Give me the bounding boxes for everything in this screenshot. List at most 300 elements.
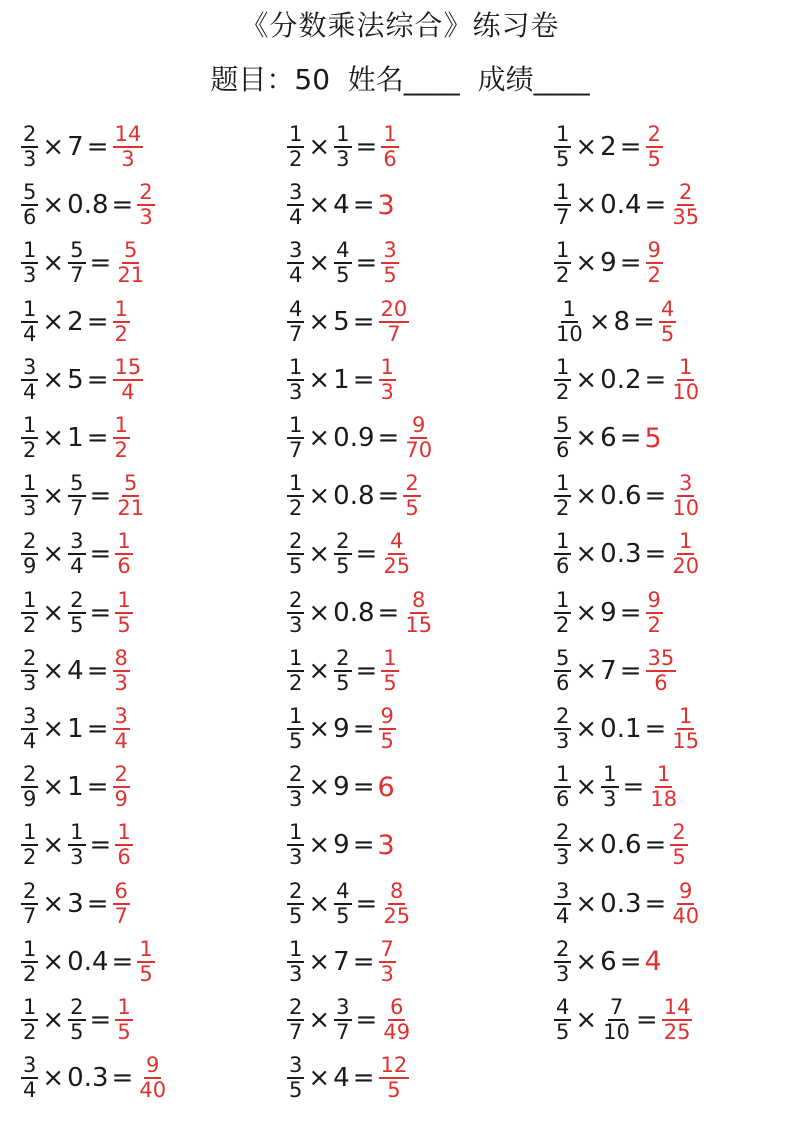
problem-row xyxy=(553,642,702,700)
answer xyxy=(112,354,145,404)
answer-numerator: 14 xyxy=(114,122,142,147)
second-operand-fraction xyxy=(68,994,85,1044)
answer-denominator: 15 xyxy=(405,612,433,637)
answer-fraction xyxy=(113,124,144,170)
first-operand-denominator: 3 xyxy=(556,961,570,986)
times-sign: × xyxy=(308,248,331,279)
answer-numerator: 6 xyxy=(390,994,404,1019)
first-operand-denominator: 3 xyxy=(289,787,303,812)
first-operand-denominator: 2 xyxy=(23,438,37,463)
first-operand-numerator: 2 xyxy=(23,529,37,554)
answer-numerator: 1 xyxy=(380,354,394,379)
first-operand-denominator: 2 xyxy=(556,263,570,288)
second-operand-numerator: 1 xyxy=(70,820,84,845)
answer-numerator: 4 xyxy=(390,529,404,554)
second-operand-denominator: 10 xyxy=(603,1019,630,1044)
equals-sign: = xyxy=(86,888,109,919)
answer-fraction xyxy=(115,587,132,637)
equals-sign: = xyxy=(355,539,378,570)
answer-numerator: 1 xyxy=(117,529,131,554)
first-operand-fraction xyxy=(287,703,304,753)
first-operand-fraction xyxy=(21,822,38,868)
problem-row xyxy=(553,758,702,816)
first-operand-fraction xyxy=(554,764,571,810)
times-sign: × xyxy=(42,713,65,744)
equals-sign: = xyxy=(352,364,375,395)
answer-numerator: 12 xyxy=(380,1053,408,1078)
first-operand-numerator: 3 xyxy=(23,1053,37,1078)
second-operand-number: 4 xyxy=(333,190,350,221)
problem-row xyxy=(553,991,702,1049)
answer-denominator: 5 xyxy=(672,845,686,870)
equals-sign: = xyxy=(89,539,112,570)
first-operand-denominator: 2 xyxy=(556,496,570,521)
problem-row xyxy=(286,816,435,874)
problem-row xyxy=(20,234,169,292)
second-operand-number: 8 xyxy=(613,306,631,337)
times-sign: × xyxy=(575,481,598,512)
first-operand-denominator: 4 xyxy=(23,728,37,753)
equals-sign: = xyxy=(619,423,642,454)
answer xyxy=(669,703,702,753)
answer-denominator: 5 xyxy=(405,496,419,521)
equals-sign: = xyxy=(86,364,109,395)
second-operand-numerator: 3 xyxy=(336,994,350,1019)
answer-numerator: 8 xyxy=(114,645,128,670)
problem-row xyxy=(20,758,169,816)
first-operand-fraction xyxy=(554,645,571,695)
times-sign: × xyxy=(308,772,331,803)
answer-denominator: 3 xyxy=(121,147,135,172)
answer-fraction xyxy=(115,994,132,1044)
first-operand-numerator: 2 xyxy=(556,936,570,961)
times-sign: × xyxy=(308,946,331,977)
answer-fraction xyxy=(403,415,434,461)
first-operand-denominator: 2 xyxy=(289,670,303,695)
first-operand-numerator: 1 xyxy=(23,936,37,961)
answer xyxy=(112,878,131,928)
first-operand-denominator: 7 xyxy=(23,903,37,928)
first-operand-fraction xyxy=(21,296,38,346)
answer-fraction xyxy=(113,878,130,928)
first-operand-denominator: 3 xyxy=(289,379,303,404)
answer xyxy=(378,703,397,753)
equals-sign: = xyxy=(633,306,655,337)
equals-sign: = xyxy=(622,772,645,803)
second-operand-denominator: 4 xyxy=(70,554,84,579)
answer xyxy=(112,415,131,461)
equals-sign: = xyxy=(352,1063,375,1094)
answer xyxy=(112,124,145,170)
problem-row xyxy=(20,933,169,991)
equals-sign: = xyxy=(352,713,375,744)
first-operand-numerator: 4 xyxy=(556,994,570,1019)
second-operand-number: 0.3 xyxy=(600,888,642,919)
second-operand-fraction xyxy=(601,764,618,810)
answer xyxy=(645,946,662,977)
second-operand-fraction xyxy=(68,822,85,868)
answer-fraction xyxy=(379,296,410,346)
first-operand-fraction xyxy=(287,994,304,1044)
second-operand-number: 7 xyxy=(67,132,84,163)
answer-numerator: 1 xyxy=(383,122,397,147)
times-sign: × xyxy=(42,597,65,628)
first-operand-fraction xyxy=(21,878,38,928)
times-sign: × xyxy=(42,248,65,279)
first-operand-denominator: 4 xyxy=(23,1078,37,1103)
problem-row xyxy=(553,409,702,467)
second-operand-number: 0.8 xyxy=(333,597,375,628)
second-operand-denominator: 5 xyxy=(70,1019,84,1044)
first-operand-fraction xyxy=(554,473,571,519)
second-operand-denominator: 5 xyxy=(336,903,350,928)
answer-numerator: 14 xyxy=(663,994,691,1019)
equals-sign: = xyxy=(86,655,109,686)
second-operand-denominator: 3 xyxy=(336,147,350,172)
first-operand-denominator: 3 xyxy=(556,728,570,753)
answer-fraction xyxy=(137,936,154,986)
answer-denominator: 2 xyxy=(114,321,128,346)
answer xyxy=(380,240,399,286)
answer-numerator: 1 xyxy=(383,645,397,670)
times-sign: × xyxy=(42,888,65,919)
second-operand-numerator: 4 xyxy=(336,878,350,903)
problem-row xyxy=(20,525,169,583)
first-operand-denominator: 2 xyxy=(289,147,303,172)
first-operand-numerator: 2 xyxy=(556,703,570,728)
first-operand-fraction xyxy=(287,296,304,346)
answer-numerator: 2 xyxy=(114,762,128,787)
times-sign: × xyxy=(42,539,65,570)
second-operand-numerator: 5 xyxy=(70,471,84,496)
first-operand-denominator: 3 xyxy=(23,496,37,521)
first-operand-denominator: 6 xyxy=(556,670,570,695)
answer-fraction xyxy=(670,703,701,753)
answer-denominator: 18 xyxy=(650,787,678,812)
answer-fraction xyxy=(381,240,398,286)
second-operand-number: 0.1 xyxy=(600,713,642,744)
first-operand-denominator: 7 xyxy=(289,438,303,463)
answer-fraction xyxy=(662,994,693,1044)
answer xyxy=(136,936,155,986)
equals-sign: = xyxy=(644,713,667,744)
first-operand-fraction xyxy=(287,645,304,695)
equals-sign: = xyxy=(86,772,109,803)
second-operand-numerator: 2 xyxy=(336,529,350,554)
first-operand-fraction xyxy=(554,296,585,346)
first-operand-numerator: 1 xyxy=(556,180,570,205)
answer xyxy=(114,994,133,1044)
problem-row xyxy=(20,700,169,758)
problem-column-3 xyxy=(553,118,702,1049)
times-sign: × xyxy=(575,364,598,395)
answer-fraction xyxy=(381,994,412,1044)
second-operand-number: 9 xyxy=(333,830,350,861)
times-sign: × xyxy=(308,132,331,163)
answer xyxy=(136,182,155,228)
answer-fraction xyxy=(646,240,663,286)
times-sign: × xyxy=(308,1004,331,1035)
second-operand-fraction xyxy=(334,994,351,1044)
answer-fraction xyxy=(115,531,132,577)
answer-denominator: 21 xyxy=(117,263,145,288)
problem-row xyxy=(553,467,702,525)
first-operand-denominator: 6 xyxy=(556,787,570,812)
first-operand-fraction xyxy=(21,473,38,519)
times-sign: × xyxy=(42,655,65,686)
answer-fraction xyxy=(137,182,154,228)
first-operand-numerator: 1 xyxy=(289,820,303,845)
answer xyxy=(658,296,677,346)
times-sign: × xyxy=(308,190,331,221)
answer xyxy=(112,296,131,346)
times-sign: × xyxy=(575,772,598,803)
first-operand-numerator: 1 xyxy=(23,238,37,263)
first-operand-fraction xyxy=(21,1055,38,1101)
first-operand-denominator: 3 xyxy=(23,263,37,288)
answer xyxy=(645,587,664,637)
second-operand-number: 3 xyxy=(67,888,84,919)
times-sign: × xyxy=(42,1004,65,1035)
first-operand-denominator: 2 xyxy=(23,961,37,986)
answer xyxy=(114,531,133,577)
times-sign: × xyxy=(308,539,331,570)
first-operand-denominator: 2 xyxy=(23,1019,37,1044)
first-operand-denominator: 7 xyxy=(556,205,570,230)
answer-denominator: 7 xyxy=(387,321,401,346)
first-operand-numerator: 2 xyxy=(23,122,37,147)
first-operand-denominator: 9 xyxy=(23,787,37,812)
equals-sign: = xyxy=(352,306,375,337)
answer-fraction xyxy=(115,473,146,519)
answer-numerator: 2 xyxy=(679,180,693,205)
second-operand-numerator: 2 xyxy=(70,587,84,612)
first-operand-numerator: 5 xyxy=(556,413,570,438)
problem-row xyxy=(20,409,169,467)
first-operand-fraction xyxy=(287,124,304,170)
first-operand-numerator: 2 xyxy=(289,994,303,1019)
problem-row xyxy=(286,525,435,583)
first-operand-fraction xyxy=(554,240,571,286)
second-operand-numerator: 4 xyxy=(336,238,350,263)
problem-row xyxy=(553,293,702,351)
problem-row xyxy=(20,351,169,409)
times-sign: × xyxy=(308,481,331,512)
first-operand-numerator: 1 xyxy=(289,471,303,496)
first-operand-fraction xyxy=(554,124,571,170)
first-operand-denominator: 5 xyxy=(556,1019,570,1044)
answer-numerator: 4 xyxy=(660,296,675,321)
equals-sign: = xyxy=(644,364,667,395)
first-operand-fraction xyxy=(554,703,571,753)
first-operand-numerator: 1 xyxy=(556,471,570,496)
times-sign: × xyxy=(42,830,65,861)
answer-number: 5 xyxy=(644,422,662,454)
first-operand-denominator: 6 xyxy=(23,205,37,230)
first-operand-numerator: 2 xyxy=(289,587,303,612)
answer xyxy=(380,994,413,1044)
first-operand-denominator: 10 xyxy=(556,321,583,346)
equals-sign: = xyxy=(89,481,112,512)
equals-sign: = xyxy=(644,888,667,919)
answer xyxy=(378,772,395,803)
second-operand-number: 9 xyxy=(600,248,617,279)
first-operand-numerator: 1 xyxy=(556,762,570,787)
equals-sign: = xyxy=(619,597,642,628)
answer xyxy=(112,703,131,753)
first-operand-denominator: 5 xyxy=(289,903,303,928)
answer-numerator: 3 xyxy=(679,471,693,496)
second-operand-fraction xyxy=(334,531,351,577)
answer-denominator: 3 xyxy=(114,670,128,695)
second-operand-number: 1 xyxy=(67,713,84,744)
problem-row xyxy=(20,293,169,351)
times-sign: × xyxy=(575,423,598,454)
times-sign: × xyxy=(308,1063,331,1094)
equals-sign: = xyxy=(644,481,667,512)
equals-sign: = xyxy=(86,132,109,163)
first-operand-fraction xyxy=(287,822,304,868)
answer-numerator: 1 xyxy=(117,820,131,845)
answer-fraction xyxy=(403,473,420,519)
answer-denominator: 25 xyxy=(383,554,411,579)
second-operand-denominator: 5 xyxy=(70,612,84,637)
equals-sign: = xyxy=(644,539,667,570)
equals-sign: = xyxy=(619,132,642,163)
first-operand-denominator: 3 xyxy=(289,612,303,637)
first-operand-fraction xyxy=(21,354,38,404)
equals-sign: = xyxy=(86,306,109,337)
answer-numerator: 2 xyxy=(672,820,686,845)
second-operand-numerator: 1 xyxy=(603,762,617,787)
second-operand-number: 0.9 xyxy=(333,423,375,454)
answer-numerator: 2 xyxy=(405,471,419,496)
problem-row xyxy=(20,874,169,932)
first-operand-fraction xyxy=(554,936,571,986)
answer-numerator: 9 xyxy=(647,587,661,612)
equals-sign: = xyxy=(644,190,667,221)
equals-sign: = xyxy=(352,946,375,977)
answer xyxy=(647,764,680,810)
answer-numerator: 7 xyxy=(380,936,394,961)
times-sign: × xyxy=(42,364,65,395)
first-operand-numerator: 5 xyxy=(556,645,570,670)
second-operand-denominator: 3 xyxy=(603,787,617,812)
equals-sign: = xyxy=(377,597,400,628)
first-operand-denominator: 2 xyxy=(23,845,37,870)
second-operand-fraction xyxy=(68,240,85,286)
second-operand-number: 7 xyxy=(600,655,617,686)
first-operand-numerator: 1 xyxy=(23,820,37,845)
first-operand-numerator: 1 xyxy=(23,587,37,612)
answer-fraction xyxy=(381,531,412,577)
first-operand-numerator: 1 xyxy=(23,471,37,496)
answer-denominator: 5 xyxy=(117,612,131,637)
second-operand-denominator: 5 xyxy=(336,263,350,288)
second-operand-denominator: 5 xyxy=(336,554,350,579)
times-sign: × xyxy=(575,539,598,570)
equals-sign: = xyxy=(89,248,112,279)
first-operand-denominator: 2 xyxy=(556,612,570,637)
answer-numerator: 8 xyxy=(412,587,426,612)
answer-fraction xyxy=(381,124,398,170)
answer xyxy=(669,354,702,404)
first-operand-denominator: 3 xyxy=(23,147,37,172)
first-operand-denominator: 3 xyxy=(23,670,37,695)
first-operand-numerator: 1 xyxy=(556,529,570,554)
first-operand-numerator: 3 xyxy=(289,180,303,205)
answer-denominator: 70 xyxy=(405,438,433,463)
times-sign: × xyxy=(42,772,65,803)
times-sign: × xyxy=(575,248,598,279)
equals-sign: = xyxy=(86,423,109,454)
second-operand-number: 9 xyxy=(600,597,617,628)
answer-number: 3 xyxy=(377,829,395,861)
answer xyxy=(402,415,435,461)
answer-fraction xyxy=(670,878,701,928)
first-operand-fraction xyxy=(287,531,304,577)
second-operand-number: 9 xyxy=(333,713,350,744)
answer-fraction xyxy=(670,354,701,404)
answer-fraction xyxy=(381,645,398,695)
answer-numerator: 1 xyxy=(679,529,693,554)
answer xyxy=(645,240,664,286)
answer-numerator: 1 xyxy=(679,354,693,379)
second-operand-numerator: 2 xyxy=(336,645,350,670)
first-operand-fraction xyxy=(554,182,571,228)
answer xyxy=(380,531,413,577)
first-operand-numerator: 1 xyxy=(289,936,303,961)
first-operand-numerator: 3 xyxy=(23,703,37,728)
times-sign: × xyxy=(42,423,65,454)
times-sign: × xyxy=(42,946,65,977)
answer-denominator: 5 xyxy=(660,321,675,346)
answer-fraction xyxy=(670,531,701,577)
second-operand-number: 0.3 xyxy=(600,539,642,570)
second-operand-fraction xyxy=(334,124,351,170)
equals-sign: = xyxy=(619,946,642,977)
answer xyxy=(114,473,147,519)
times-sign: × xyxy=(575,597,598,628)
first-operand-denominator: 5 xyxy=(289,554,303,579)
problem-row xyxy=(20,816,169,874)
answer xyxy=(402,473,421,519)
second-operand-denominator: 7 xyxy=(70,263,84,288)
answer-denominator: 3 xyxy=(139,205,153,230)
answer-fraction xyxy=(670,822,687,868)
answer-fraction xyxy=(113,296,130,346)
answer-denominator: 5 xyxy=(647,147,661,172)
answer-denominator: 6 xyxy=(654,670,668,695)
first-operand-numerator: 3 xyxy=(556,878,570,903)
answer xyxy=(645,645,678,695)
times-sign: × xyxy=(42,1063,65,1094)
answer-denominator: 5 xyxy=(383,263,397,288)
second-operand-denominator: 5 xyxy=(336,670,350,695)
answer-numerator: 15 xyxy=(114,354,142,379)
second-operand-fraction xyxy=(334,240,351,286)
answer xyxy=(378,830,395,861)
equals-sign: = xyxy=(377,481,400,512)
first-operand-numerator: 2 xyxy=(289,878,303,903)
first-operand-denominator: 4 xyxy=(556,903,570,928)
answer-numerator: 6 xyxy=(114,878,128,903)
first-operand-fraction xyxy=(21,182,38,228)
answer-denominator: 5 xyxy=(383,670,397,695)
times-sign: × xyxy=(575,190,598,221)
problem-row xyxy=(286,293,435,351)
times-sign: × xyxy=(42,132,65,163)
